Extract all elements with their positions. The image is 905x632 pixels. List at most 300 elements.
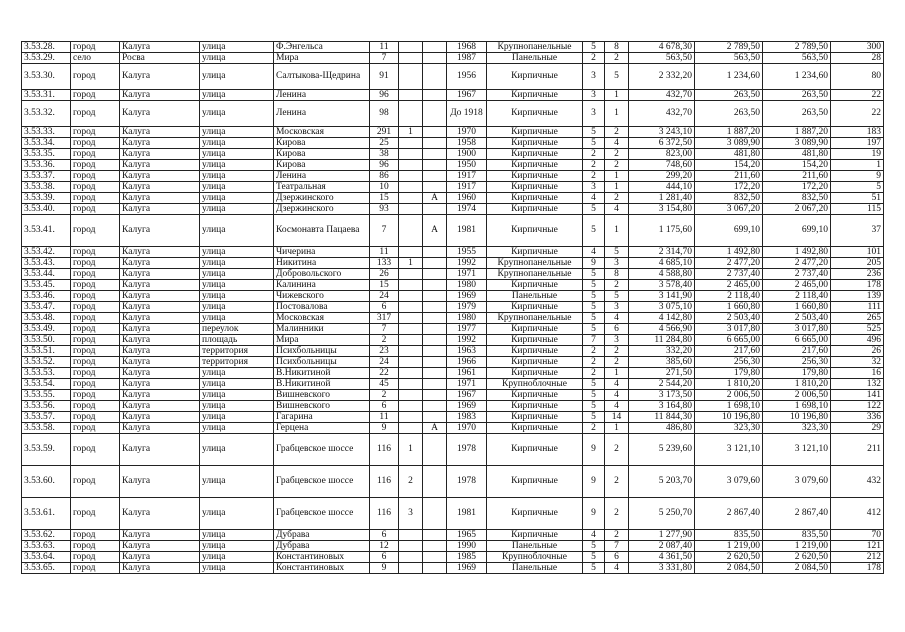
- letter-cell: А: [423, 423, 447, 434]
- residents-cell: 26: [831, 346, 884, 357]
- house-number-cell: 7: [370, 215, 399, 247]
- residents-cell: 28: [831, 53, 884, 64]
- year-built-cell: 1974: [447, 204, 487, 215]
- wall-material-cell: Кирпичные: [487, 64, 583, 90]
- residents-cell: 111: [831, 302, 884, 313]
- letter-cell: [423, 64, 447, 90]
- house-number-cell: 133: [370, 258, 399, 269]
- entrances-cell: 1: [605, 90, 629, 101]
- settlement-type-cell: город: [71, 466, 120, 498]
- settlement-type-cell: село: [71, 53, 120, 64]
- entrances-cell: 2: [605, 346, 629, 357]
- settlement-type-cell: город: [71, 258, 120, 269]
- total-area-cell: 5 250,70: [629, 498, 695, 530]
- settlement-name-cell: Калуга: [120, 193, 200, 204]
- building-number-cell: [399, 313, 423, 324]
- house-number-cell: 24: [370, 291, 399, 302]
- entrances-cell: 2: [605, 466, 629, 498]
- settlement-name-cell: Калуга: [120, 160, 200, 171]
- total-area-cell: 3 154,80: [629, 204, 695, 215]
- total-area-cell: 3 164,80: [629, 401, 695, 412]
- street-name-cell: Константиновых: [274, 563, 370, 574]
- settlement-name-cell: Калуга: [120, 291, 200, 302]
- table-row: [22, 563, 884, 574]
- street-type-cell: улица: [200, 466, 274, 498]
- letter-cell: [423, 346, 447, 357]
- entrances-cell: 6: [605, 324, 629, 335]
- settlement-type-cell: город: [71, 335, 120, 346]
- year-built-cell: 1950: [447, 160, 487, 171]
- house-number-cell: 86: [370, 171, 399, 182]
- residential-area-cell: 1 810,20: [763, 379, 831, 390]
- entrances-cell: 2: [605, 160, 629, 171]
- table-row: [22, 42, 884, 53]
- year-built-cell: 1956: [447, 64, 487, 90]
- row-number-cell: 3.53.42.: [22, 247, 71, 258]
- settlement-type-cell: город: [71, 313, 120, 324]
- floors-cell: 3: [583, 64, 605, 90]
- building-number-cell: [399, 324, 423, 335]
- house-number-cell: 96: [370, 90, 399, 101]
- total-area-cell: 1 281,40: [629, 193, 695, 204]
- table-row: [22, 160, 884, 171]
- residential-area-cell: 2 465,00: [763, 280, 831, 291]
- settlement-type-cell: город: [71, 302, 120, 313]
- table-row: [22, 258, 884, 269]
- residents-cell: 16: [831, 368, 884, 379]
- floors-cell: 4: [583, 193, 605, 204]
- house-number-cell: 25: [370, 138, 399, 149]
- year-built-cell: 1917: [447, 171, 487, 182]
- settlement-name-cell: Калуга: [120, 346, 200, 357]
- year-built-cell: 1992: [447, 258, 487, 269]
- building-number-cell: [399, 423, 423, 434]
- house-number-cell: 11: [370, 247, 399, 258]
- residents-cell: 29: [831, 423, 884, 434]
- settlement-name-cell: Калуга: [120, 357, 200, 368]
- residential-area-cell: 2 620,50: [763, 552, 831, 563]
- house-number-cell: 291: [370, 127, 399, 138]
- living-area-cell: 1 698,10: [695, 401, 763, 412]
- building-number-cell: [399, 335, 423, 346]
- letter-cell: [423, 390, 447, 401]
- floors-cell: 5: [583, 412, 605, 423]
- table-row: [22, 90, 884, 101]
- wall-material-cell: Кирпичные: [487, 204, 583, 215]
- street-type-cell: улица: [200, 401, 274, 412]
- settlement-type-cell: город: [71, 563, 120, 574]
- wall-material-cell: Кирпичные: [487, 423, 583, 434]
- wall-material-cell: Кирпичные: [487, 498, 583, 530]
- floors-cell: 4: [583, 247, 605, 258]
- letter-cell: [423, 552, 447, 563]
- residential-area-cell: 6 665,00: [763, 335, 831, 346]
- settlement-name-cell: Калуга: [120, 269, 200, 280]
- house-number-cell: 116: [370, 466, 399, 498]
- living-area-cell: 481,80: [695, 149, 763, 160]
- floors-cell: 3: [583, 182, 605, 193]
- building-number-cell: [399, 160, 423, 171]
- year-built-cell: 1963: [447, 346, 487, 357]
- settlement-name-cell: Калуга: [120, 42, 200, 53]
- house-number-cell: 6: [370, 552, 399, 563]
- table-row: [22, 390, 884, 401]
- table-row: [22, 552, 884, 563]
- table-row: [22, 346, 884, 357]
- street-type-cell: улица: [200, 182, 274, 193]
- year-built-cell: 1983: [447, 412, 487, 423]
- street-name-cell: Психбольницы: [274, 357, 370, 368]
- row-number-cell: 3.53.34.: [22, 138, 71, 149]
- table-row: [22, 182, 884, 193]
- row-number-cell: 3.53.48.: [22, 313, 71, 324]
- street-name-cell: Добровольского: [274, 269, 370, 280]
- street-name-cell: Ленина: [274, 101, 370, 127]
- year-built-cell: 1970: [447, 423, 487, 434]
- settlement-type-cell: город: [71, 357, 120, 368]
- street-type-cell: улица: [200, 269, 274, 280]
- row-number-cell: 3.53.30.: [22, 64, 71, 90]
- total-area-cell: 11 284,80: [629, 335, 695, 346]
- entrances-cell: 4: [605, 401, 629, 412]
- living-area-cell: 2 620,50: [695, 552, 763, 563]
- settlement-name-cell: Калуга: [120, 401, 200, 412]
- street-name-cell: Дубрава: [274, 541, 370, 552]
- floors-cell: 3: [583, 90, 605, 101]
- settlement-type-cell: город: [71, 269, 120, 280]
- total-area-cell: 2 314,70: [629, 247, 695, 258]
- residents-cell: 212: [831, 552, 884, 563]
- entrances-cell: 1: [605, 215, 629, 247]
- total-area-cell: 3 173,50: [629, 390, 695, 401]
- building-number-cell: [399, 101, 423, 127]
- wall-material-cell: Кирпичные: [487, 434, 583, 466]
- total-area-cell: 3 578,40: [629, 280, 695, 291]
- floors-cell: 5: [583, 302, 605, 313]
- residential-area-cell: 3 017,80: [763, 324, 831, 335]
- year-built-cell: 1968: [447, 42, 487, 53]
- house-number-cell: 317: [370, 313, 399, 324]
- entrances-cell: 2: [605, 193, 629, 204]
- residential-area-cell: 699,10: [763, 215, 831, 247]
- year-built-cell: 1981: [447, 215, 487, 247]
- year-built-cell: 1955: [447, 247, 487, 258]
- table-row: [22, 368, 884, 379]
- letter-cell: [423, 182, 447, 193]
- living-area-cell: 3 067,20: [695, 204, 763, 215]
- settlement-name-cell: Калуга: [120, 101, 200, 127]
- row-number-cell: 3.53.28.: [22, 42, 71, 53]
- letter-cell: [423, 412, 447, 423]
- house-number-cell: 116: [370, 498, 399, 530]
- wall-material-cell: Кирпичные: [487, 466, 583, 498]
- row-number-cell: 3.53.32.: [22, 101, 71, 127]
- street-name-cell: Московская: [274, 313, 370, 324]
- house-number-cell: 9: [370, 423, 399, 434]
- settlement-name-cell: Калуга: [120, 335, 200, 346]
- living-area-cell: 2 503,40: [695, 313, 763, 324]
- living-area-cell: 263,50: [695, 90, 763, 101]
- total-area-cell: 4 142,80: [629, 313, 695, 324]
- table-row: [22, 127, 884, 138]
- row-number-cell: 3.53.65.: [22, 563, 71, 574]
- settlement-type-cell: город: [71, 160, 120, 171]
- street-name-cell: В.Никитиной: [274, 379, 370, 390]
- housing-register-table: [21, 41, 884, 574]
- table-row: [22, 302, 884, 313]
- floors-cell: 2: [583, 171, 605, 182]
- letter-cell: [423, 138, 447, 149]
- table-row: [22, 434, 884, 466]
- entrances-cell: 3: [605, 302, 629, 313]
- row-number-cell: 3.53.36.: [22, 160, 71, 171]
- street-type-cell: улица: [200, 552, 274, 563]
- table-row: [22, 466, 884, 498]
- letter-cell: [423, 127, 447, 138]
- wall-material-cell: Кирпичные: [487, 193, 583, 204]
- row-number-cell: 3.53.41.: [22, 215, 71, 247]
- residents-cell: 496: [831, 335, 884, 346]
- entrances-cell: 3: [605, 258, 629, 269]
- street-type-cell: переулок: [200, 324, 274, 335]
- residential-area-cell: 3 079,60: [763, 466, 831, 498]
- wall-material-cell: Крупнопанельные: [487, 313, 583, 324]
- floors-cell: 9: [583, 466, 605, 498]
- wall-material-cell: Кирпичные: [487, 346, 583, 357]
- settlement-type-cell: город: [71, 434, 120, 466]
- wall-material-cell: Кирпичные: [487, 368, 583, 379]
- row-number-cell: 3.53.57.: [22, 412, 71, 423]
- residents-cell: 80: [831, 64, 884, 90]
- floors-cell: 5: [583, 313, 605, 324]
- row-number-cell: 3.53.61.: [22, 498, 71, 530]
- residents-cell: 336: [831, 412, 884, 423]
- letter-cell: [423, 530, 447, 541]
- residents-cell: 183: [831, 127, 884, 138]
- residential-area-cell: 835,50: [763, 530, 831, 541]
- year-built-cell: 1985: [447, 552, 487, 563]
- residents-cell: 211: [831, 434, 884, 466]
- letter-cell: [423, 101, 447, 127]
- street-type-cell: улица: [200, 64, 274, 90]
- row-number-cell: 3.53.54.: [22, 379, 71, 390]
- residents-cell: 412: [831, 498, 884, 530]
- living-area-cell: 1 810,20: [695, 379, 763, 390]
- entrances-cell: 1: [605, 101, 629, 127]
- table-row: [22, 193, 884, 204]
- settlement-type-cell: город: [71, 401, 120, 412]
- letter-cell: А: [423, 193, 447, 204]
- street-type-cell: улица: [200, 423, 274, 434]
- building-number-cell: [399, 204, 423, 215]
- street-name-cell: Ф.Энгельса: [274, 42, 370, 53]
- wall-material-cell: Кирпичные: [487, 530, 583, 541]
- settlement-name-cell: Калуга: [120, 552, 200, 563]
- settlement-name-cell: Калуга: [120, 368, 200, 379]
- residential-area-cell: 2 737,40: [763, 269, 831, 280]
- letter-cell: [423, 466, 447, 498]
- street-type-cell: улица: [200, 302, 274, 313]
- street-name-cell: Грабцевское шоссе: [274, 466, 370, 498]
- residents-cell: 265: [831, 313, 884, 324]
- building-number-cell: [399, 541, 423, 552]
- street-name-cell: В.Никитиной: [274, 368, 370, 379]
- living-area-cell: 835,50: [695, 530, 763, 541]
- living-area-cell: 1 660,80: [695, 302, 763, 313]
- wall-material-cell: Крупноблочные: [487, 379, 583, 390]
- residential-area-cell: 563,50: [763, 53, 831, 64]
- street-name-cell: Грабцевское шоссе: [274, 498, 370, 530]
- letter-cell: [423, 53, 447, 64]
- letter-cell: [423, 379, 447, 390]
- table-row: [22, 423, 884, 434]
- building-number-cell: [399, 171, 423, 182]
- house-number-cell: 96: [370, 160, 399, 171]
- residents-cell: 51: [831, 193, 884, 204]
- living-area-cell: 2 737,40: [695, 269, 763, 280]
- table-row: [22, 64, 884, 90]
- wall-material-cell: Кирпичные: [487, 302, 583, 313]
- residents-cell: 132: [831, 379, 884, 390]
- street-name-cell: Московская: [274, 127, 370, 138]
- house-number-cell: 12: [370, 541, 399, 552]
- table-row: [22, 357, 884, 368]
- street-name-cell: Космонавта Пацаева: [274, 215, 370, 247]
- settlement-type-cell: город: [71, 149, 120, 160]
- settlement-type-cell: город: [71, 368, 120, 379]
- settlement-type-cell: город: [71, 530, 120, 541]
- entrances-cell: 8: [605, 269, 629, 280]
- table-row: [22, 324, 884, 335]
- residential-area-cell: 2 477,20: [763, 258, 831, 269]
- building-number-cell: [399, 138, 423, 149]
- street-name-cell: Чичерина: [274, 247, 370, 258]
- letter-cell: [423, 269, 447, 280]
- entrances-cell: 5: [605, 247, 629, 258]
- building-number-cell: [399, 291, 423, 302]
- entrances-cell: 2: [605, 149, 629, 160]
- living-area-cell: 211,60: [695, 171, 763, 182]
- wall-material-cell: Кирпичные: [487, 90, 583, 101]
- entrances-cell: 4: [605, 390, 629, 401]
- settlement-type-cell: город: [71, 64, 120, 90]
- row-number-cell: 3.53.37.: [22, 171, 71, 182]
- settlement-type-cell: город: [71, 182, 120, 193]
- entrances-cell: 2: [605, 53, 629, 64]
- settlement-name-cell: Калуга: [120, 171, 200, 182]
- settlement-name-cell: Калуга: [120, 90, 200, 101]
- total-area-cell: 4 685,10: [629, 258, 695, 269]
- living-area-cell: 832,50: [695, 193, 763, 204]
- street-type-cell: улица: [200, 215, 274, 247]
- letter-cell: [423, 258, 447, 269]
- street-type-cell: улица: [200, 541, 274, 552]
- residents-cell: 121: [831, 541, 884, 552]
- year-built-cell: 1969: [447, 401, 487, 412]
- residential-area-cell: 179,80: [763, 368, 831, 379]
- residents-cell: 525: [831, 324, 884, 335]
- table-row: [22, 138, 884, 149]
- letter-cell: [423, 401, 447, 412]
- wall-material-cell: Панельные: [487, 541, 583, 552]
- residential-area-cell: 10 196,80: [763, 412, 831, 423]
- settlement-name-cell: Калуга: [120, 563, 200, 574]
- wall-material-cell: Кирпичные: [487, 247, 583, 258]
- residential-area-cell: 832,50: [763, 193, 831, 204]
- living-area-cell: 1 887,20: [695, 127, 763, 138]
- floors-cell: 2: [583, 423, 605, 434]
- building-number-cell: [399, 269, 423, 280]
- total-area-cell: 4 566,90: [629, 324, 695, 335]
- settlement-type-cell: город: [71, 541, 120, 552]
- house-number-cell: 26: [370, 269, 399, 280]
- settlement-name-cell: Калуга: [120, 541, 200, 552]
- living-area-cell: 6 665,00: [695, 335, 763, 346]
- living-area-cell: 2 477,20: [695, 258, 763, 269]
- building-number-cell: [399, 42, 423, 53]
- total-area-cell: 3 243,10: [629, 127, 695, 138]
- residents-cell: 122: [831, 401, 884, 412]
- street-name-cell: Дзержинского: [274, 193, 370, 204]
- residents-cell: 197: [831, 138, 884, 149]
- settlement-name-cell: Калуга: [120, 64, 200, 90]
- building-number-cell: 2: [399, 466, 423, 498]
- house-number-cell: 6: [370, 401, 399, 412]
- year-built-cell: До 1918: [447, 101, 487, 127]
- building-number-cell: [399, 401, 423, 412]
- street-name-cell: Кирова: [274, 138, 370, 149]
- entrances-cell: 1: [605, 368, 629, 379]
- settlement-type-cell: город: [71, 247, 120, 258]
- building-number-cell: [399, 379, 423, 390]
- street-name-cell: Ленина: [274, 90, 370, 101]
- letter-cell: [423, 280, 447, 291]
- wall-material-cell: Крупнопанельные: [487, 269, 583, 280]
- total-area-cell: 486,80: [629, 423, 695, 434]
- house-number-cell: 11: [370, 42, 399, 53]
- residents-cell: 37: [831, 215, 884, 247]
- building-number-cell: [399, 563, 423, 574]
- entrances-cell: 1: [605, 423, 629, 434]
- residential-area-cell: 263,50: [763, 101, 831, 127]
- year-built-cell: 1958: [447, 138, 487, 149]
- residential-area-cell: 2 867,40: [763, 498, 831, 530]
- entrances-cell: 5: [605, 64, 629, 90]
- year-built-cell: 1969: [447, 563, 487, 574]
- residential-area-cell: 2 084,50: [763, 563, 831, 574]
- building-number-cell: [399, 390, 423, 401]
- settlement-type-cell: город: [71, 101, 120, 127]
- residential-area-cell: 2 006,50: [763, 390, 831, 401]
- floors-cell: 5: [583, 204, 605, 215]
- residential-area-cell: 2 118,40: [763, 291, 831, 302]
- entrances-cell: 6: [605, 552, 629, 563]
- total-area-cell: 2 332,20: [629, 64, 695, 90]
- year-built-cell: 1978: [447, 466, 487, 498]
- settlement-type-cell: город: [71, 379, 120, 390]
- building-number-cell: [399, 368, 423, 379]
- table-row: [22, 101, 884, 127]
- house-number-cell: 6: [370, 530, 399, 541]
- entrances-cell: 7: [605, 541, 629, 552]
- total-area-cell: 11 844,30: [629, 412, 695, 423]
- house-number-cell: 38: [370, 149, 399, 160]
- house-number-cell: 6: [370, 302, 399, 313]
- entrances-cell: 14: [605, 412, 629, 423]
- letter-cell: [423, 160, 447, 171]
- entrances-cell: 2: [605, 127, 629, 138]
- housing-register-table-page: [21, 41, 884, 574]
